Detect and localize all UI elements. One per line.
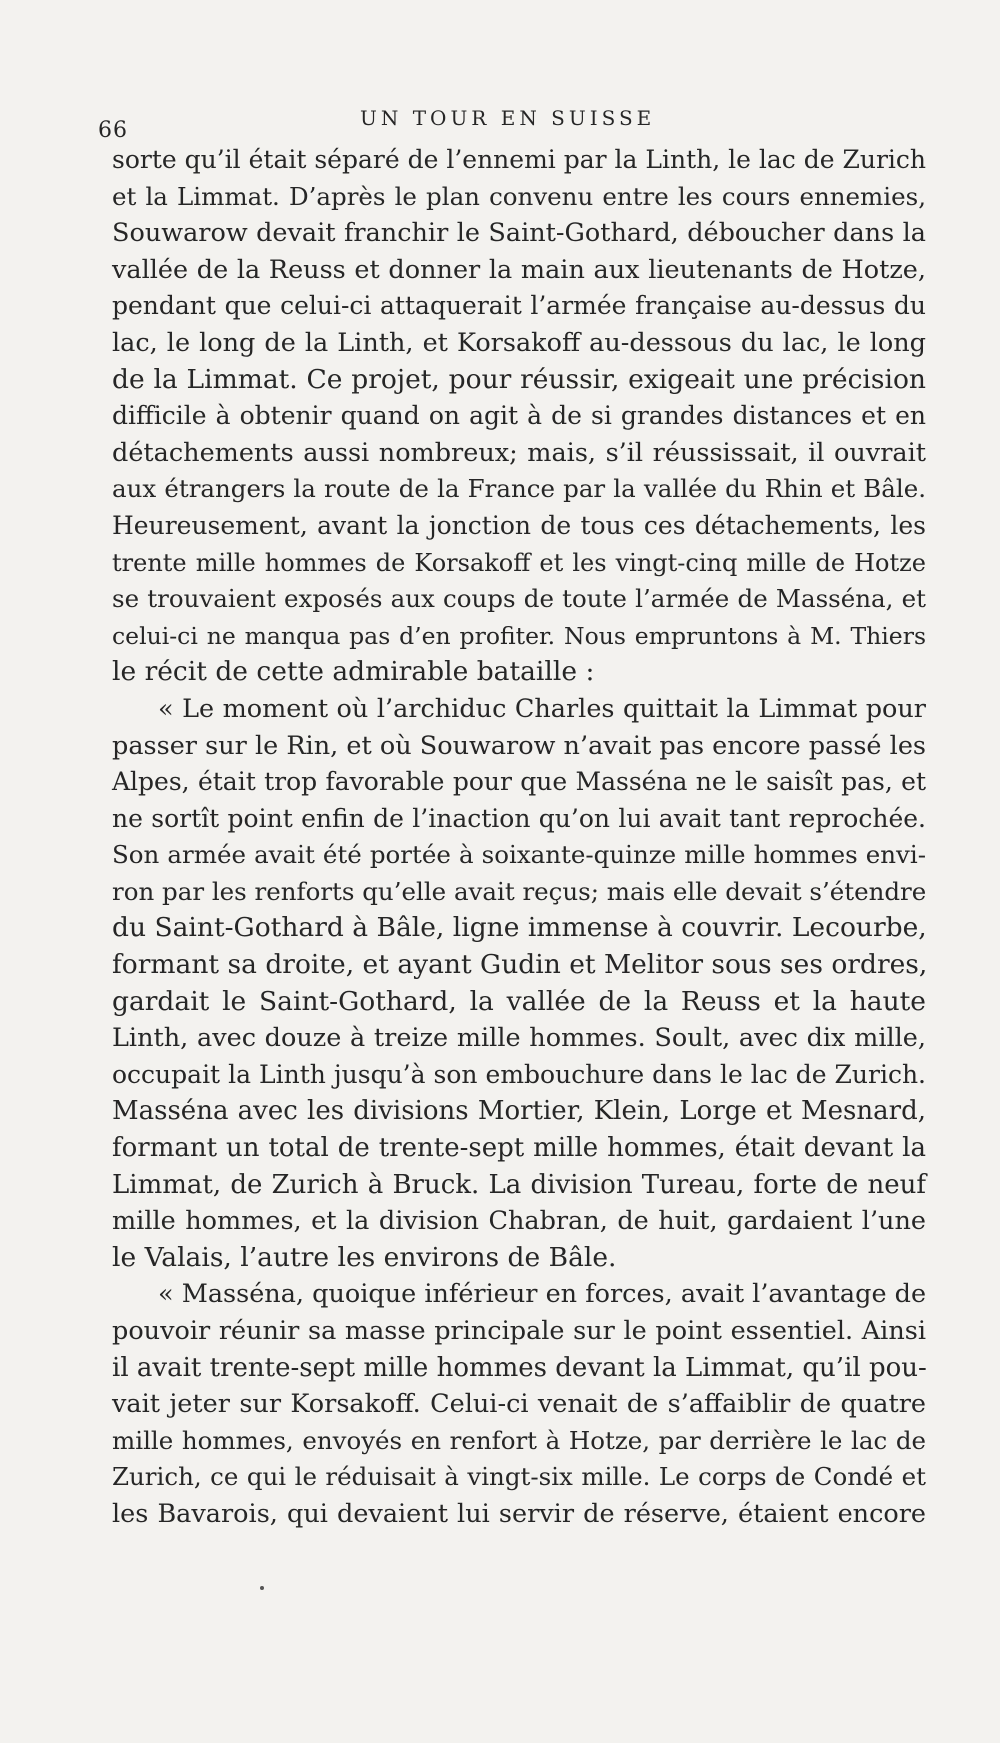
text-line: « Le moment où l’archiduc Charles quittait la Limmat pour xyxy=(158,693,926,724)
text-line: il avait trente-sept mille hommes devant la Limmat, qu’il pou- xyxy=(112,1352,927,1383)
text-line: occupait la Linth jusqu’à son embouchure dans le lac de Zurich. xyxy=(112,1059,926,1089)
text-line: Alpes, était trop favorable pour que Masséna ne le saisît pas, et xyxy=(112,767,926,797)
text-line: trente mille hommes de Korsakoff et les vingt-cinq mille de Hotze xyxy=(112,548,926,577)
text-line: Limmat, de Zurich à Bruck. La division Tureau, forte de neuf xyxy=(112,1169,926,1200)
text-line: Zurich, ce qui le réduisait à vingt-six mille. Le corps de Condé et xyxy=(112,1462,926,1492)
text-line: ne sortît point enfin de l’inaction qu’on lui avait tant reprochée. xyxy=(112,803,926,833)
text-line: formant sa droite, et ayant Gudin et Melitor sous ses ordres, xyxy=(112,949,928,981)
text-line: vait jeter sur Korsakoff. Celui-ci venait de s’affaiblir de quatre xyxy=(112,1389,926,1420)
running-title: UN TOUR EN SUISSE xyxy=(360,106,656,130)
text-line: les Bavarois, qui devaient lui servir de réserve, étaient encore xyxy=(112,1498,926,1529)
text-line: ron par les renforts qu’elle avait reçus; mais elle devait s’étendre xyxy=(112,876,927,906)
text-line: mille hommes, et la division Chabran, de huit, gardaient l’une xyxy=(112,1206,926,1237)
text-line: mille hommes, envoyés en renfort à Hotze, par derrière le lac de xyxy=(112,1425,926,1455)
body-text xyxy=(112,142,926,1533)
text-line: de la Limmat. Ce projet, pour réussir, exigeait une précision xyxy=(112,363,926,395)
text-line: vallée de la Reuss et donner la main aux lieutenants de Hotze, xyxy=(112,254,926,285)
text-line: le Valais, l’autre les environs de Bâle. xyxy=(112,1241,617,1273)
text-line: Masséna avec les divisions Mortier, Klein, Lorge et Mesnard, xyxy=(112,1096,926,1127)
text-line: pouvoir réunir sa masse principale sur le point essentiel. Ainsi xyxy=(112,1316,926,1346)
text-line: gardait le Saint-Gothard, la vallée de la Reuss et la haute xyxy=(112,985,926,1017)
text-line: « Masséna, quoique inférieur en forces, avait l’avantage de xyxy=(158,1279,927,1310)
text-line: difficile à obtenir quand on agit à de si grandes distances et en xyxy=(112,401,926,431)
text-line: Son armée avait été portée à soixante-quinze mille hommes envi- xyxy=(112,840,926,870)
text-line: se trouvaient exposés aux coups de toute l’armée de Masséna, et xyxy=(112,584,926,614)
text-line: Linth, avec douze à treize mille hommes. Soult, avec dix mille, xyxy=(112,1023,926,1054)
text-line: aux étrangers la route de la France par la vallée du Rhin et Bâle. xyxy=(112,474,926,504)
text-line: du Saint-Gothard à Bâle, ligne immense à couvrir. Lecourbe, xyxy=(112,912,927,944)
print-speck xyxy=(260,1586,264,1590)
text-line: détachements aussi nombreux; mais, s’il réussissait, il ouvrait xyxy=(112,437,926,468)
text-line: lac, le long de la Linth, et Korsakoff au-dessous du lac, le long xyxy=(112,327,926,358)
page-number: 66 xyxy=(98,118,128,143)
text-line: et la Limmat. D’après le plan convenu entre les cours ennemies, xyxy=(112,181,926,211)
text-line: sorte qu’il était séparé de l’ennemi par la Linth, le lac de Zurich xyxy=(112,145,926,174)
text-line: pendant que celui-ci attaquerait l’armée française au-dessus du xyxy=(112,291,926,321)
text-line: Souwarow devait franchir le Saint-Gothard, déboucher dans la xyxy=(112,218,926,249)
text-line: celui-ci ne manqua pas d’en profiter. Nous empruntons à M. Thiers xyxy=(112,621,926,650)
text-line: Heureusement, avant la jonction de tous ces détachements, les xyxy=(112,510,926,540)
text-line: formant un total de trente-sept mille hommes, était devant la xyxy=(112,1133,926,1164)
text-line: le récit de cette admirable bataille : xyxy=(112,656,595,688)
text-line: passer sur le Rin, et où Souwarow n’avait pas encore passé les xyxy=(112,730,926,761)
